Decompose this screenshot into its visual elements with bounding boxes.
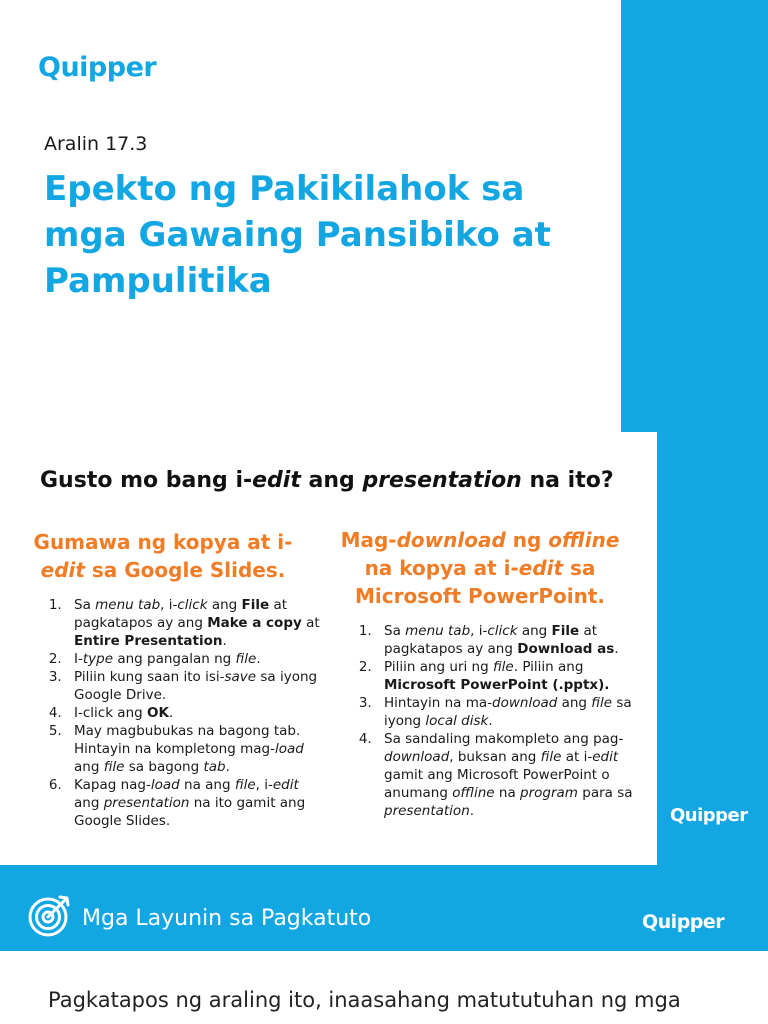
list-item: 1. Sa menu tab, i-click ang File at pagkatapos ay ang Download as.	[376, 622, 640, 658]
side-accent-bar	[657, 432, 768, 865]
side-accent-bar	[621, 0, 768, 432]
objectives-band	[0, 865, 768, 951]
quipper-logo: Quipper	[670, 805, 748, 826]
list-item: 5. May magbubukas na bagong tab. Hintayin na kompletong mag-load ang file sa bagong tab.	[66, 722, 322, 776]
list-item: 3. Piliin kung saan ito isi-save sa iyong Google Drive.	[66, 668, 322, 704]
powerpoint-steps	[350, 622, 640, 820]
list-item: 4. Sa sandaling makompleto ang pag-download, buksan ang file at i-edit gamit ang Microsoft PowerPoint o anumang offline na program para sa presentation.	[376, 730, 640, 820]
edit-instructions-slide	[0, 432, 768, 865]
lesson-number: Aralin 17.3	[44, 133, 148, 155]
list-item: 2. Piliin ang uri ng file. Piliin ang Microsoft PowerPoint (.pptx).	[376, 658, 640, 694]
list-item: 6. Kapag nag-load na ang file, i-edit ang presentation na ito gamit ang Google Slides.	[66, 776, 322, 830]
google-slides-heading: Gumawa ng kopya at i-edit sa Google Slides.	[33, 530, 293, 582]
objectives-title: Mga Layunin sa Pagkatuto	[82, 906, 372, 931]
objectives-slide	[0, 865, 768, 1024]
target-icon	[27, 892, 73, 938]
title-slide	[0, 0, 768, 432]
list-item: 4. I-click ang OK.	[66, 704, 322, 722]
powerpoint-heading: Mag-download ng offline na kopya at i-edit sa Microsoft PowerPoint.	[340, 528, 620, 608]
objectives-intro: Pagkatapos ng araling ito, inaasahang matututuhan ng mga	[48, 988, 681, 1012]
list-item: 3. Hintayin na ma-download ang file sa iyong local disk.	[376, 694, 640, 730]
list-item: 1. Sa menu tab, i-click ang File at pagkatapos ay ang Make a copy at Entire Presentation.	[66, 596, 322, 650]
lesson-title: Epekto ng Pakikilahok sa mga Gawaing Pansibiko at Pampulitika	[44, 169, 551, 301]
google-slides-steps	[40, 596, 322, 830]
list-item: 2. I-type ang pangalan ng file.	[66, 650, 322, 668]
slide-heading: Gusto mo bang i-edit ang presentation na ito?	[40, 468, 614, 493]
quipper-logo: Quipper	[38, 52, 157, 83]
quipper-logo: Quipper	[642, 911, 725, 933]
